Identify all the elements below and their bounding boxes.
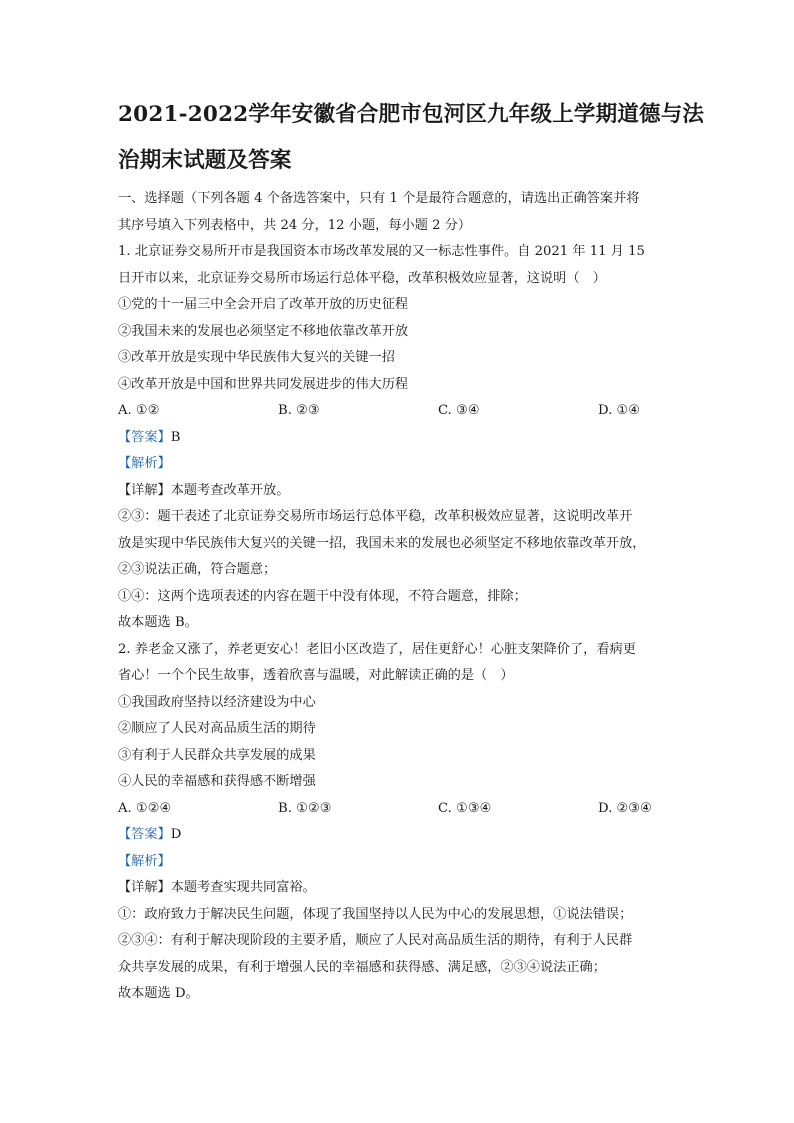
- answer-tag: 【答案】: [118, 827, 171, 842]
- question-2: [118, 637, 678, 1008]
- question-item: ③有利于人民群众共享发展的成果: [118, 747, 316, 763]
- question-item: ③改革开放是实现中华民族伟大复兴的关键一招: [118, 350, 395, 365]
- document-title-line-2: 治期末试题及答案: [118, 148, 292, 173]
- question-item: ①党的十一届三中全会开启了改革开放的历史征程: [118, 297, 409, 312]
- section-heading-line-1: 一、选择题（下列各题 4 个备选答案中，只有 1 个是最符合题意的，请选出正确答案并将: [118, 191, 640, 206]
- option-c: C. ①③④: [438, 800, 492, 816]
- question-item: ①我国政府坚持以经济建设为中心: [118, 694, 316, 710]
- option-a: A. ①②④: [118, 800, 172, 816]
- detail-line: [118, 875, 678, 902]
- option-d: D. ②③④: [598, 800, 652, 816]
- explanation-line: ②③说法正确，符合题意；: [118, 562, 277, 577]
- question-item: ④人民的幸福感和获得感不断增强: [118, 774, 316, 789]
- detail-tag: 【详解】: [118, 880, 171, 895]
- detail-tag: 【详解】: [118, 482, 171, 498]
- question-item: ②我国未来的发展也必须坚定不移地依靠改革开放: [118, 323, 409, 339]
- option-d: D. ①④: [598, 403, 641, 418]
- explanation-line: 故本题选 D。: [118, 986, 199, 1001]
- option-b: B. ①②③: [278, 800, 332, 816]
- explanation-line: 众共享发展的成果，有利于增强人民的幸福感和获得感、满足感，②③④说法正确；: [118, 959, 606, 975]
- question-stem-line: 省心！一个个民生故事，透着欣喜与温暖，对此解读正确的是（ ）: [118, 668, 514, 683]
- explanation-line: 故本题选 B。: [118, 615, 198, 630]
- question-stem-line: 日开市以来，北京证券交易所市场运行总体平稳，改革积极效应显著，这说明（ ）: [118, 270, 606, 286]
- section-heading-line-2: 其序号填入下列表格中，共 24 分，12 小题，每小题 2 分）: [118, 217, 472, 233]
- question-stem-line: 2. 养老金又涨了，养老更安心！老旧小区改造了，居住更舒心！心脏支架降价了，看病更: [118, 641, 636, 657]
- option-a: A. ①②: [118, 403, 160, 418]
- option-b: B. ②③: [278, 403, 320, 418]
- detail-line: [118, 478, 678, 505]
- question-item: ④改革开放是中国和世界共同发展进步的伟大历程: [118, 376, 409, 392]
- explanation-line: ②③：题干表述了北京证券交易所市场运行总体平稳，改革积极效应显著，这说明改革开: [118, 509, 633, 524]
- analysis-line: [118, 849, 678, 876]
- option-c: C. ③④: [438, 403, 480, 418]
- analysis-line: [118, 451, 678, 478]
- question-stem-line: 1. 北京证券交易所开市是我国资本市场改革发展的又一标志性事件。自 2021 年 11 月 15: [118, 244, 645, 259]
- analysis-tag: 【解析】: [118, 456, 171, 471]
- detail-text: 本题考查实现共同富裕。: [170, 880, 316, 895]
- answer-line: [118, 425, 678, 452]
- answer-tag: 【答案】: [118, 429, 171, 445]
- explanation-line: ①④：这两个选项表述的内容在题干中没有体现，不符合题意，排除；: [118, 588, 527, 604]
- document-body: [118, 186, 678, 1008]
- explanation-line: ②③④：有利于解决现阶段的主要矛盾，顺应了人民对高品质生活的期待，有利于人民群: [118, 933, 633, 948]
- answer-options: [118, 398, 678, 425]
- answer-value: D: [170, 827, 182, 842]
- document-page: [118, 92, 705, 1008]
- answer-line: [118, 822, 678, 849]
- explanation-line: 放是实现中华民族伟大复兴的关键一招，我国未来的发展也必须坚定不移地依靠改革开放，: [118, 535, 646, 551]
- document-title-line-1: 2021-2022学年安徽省合肥市包河区九年级上学期道德与法: [118, 102, 705, 127]
- answer-options: [118, 796, 678, 823]
- question-item: ②顺应了人民对高品质生活的期待: [118, 721, 316, 736]
- explanation-line: ①：政府致力于解决民生问题，体现了我国坚持以人民为中心的发展思想，①说法错误；: [118, 906, 633, 922]
- detail-text: 本题考查改革开放。: [170, 482, 290, 498]
- question-1: [118, 239, 678, 637]
- answer-value: B: [170, 429, 181, 445]
- analysis-tag: 【解析】: [118, 853, 171, 869]
